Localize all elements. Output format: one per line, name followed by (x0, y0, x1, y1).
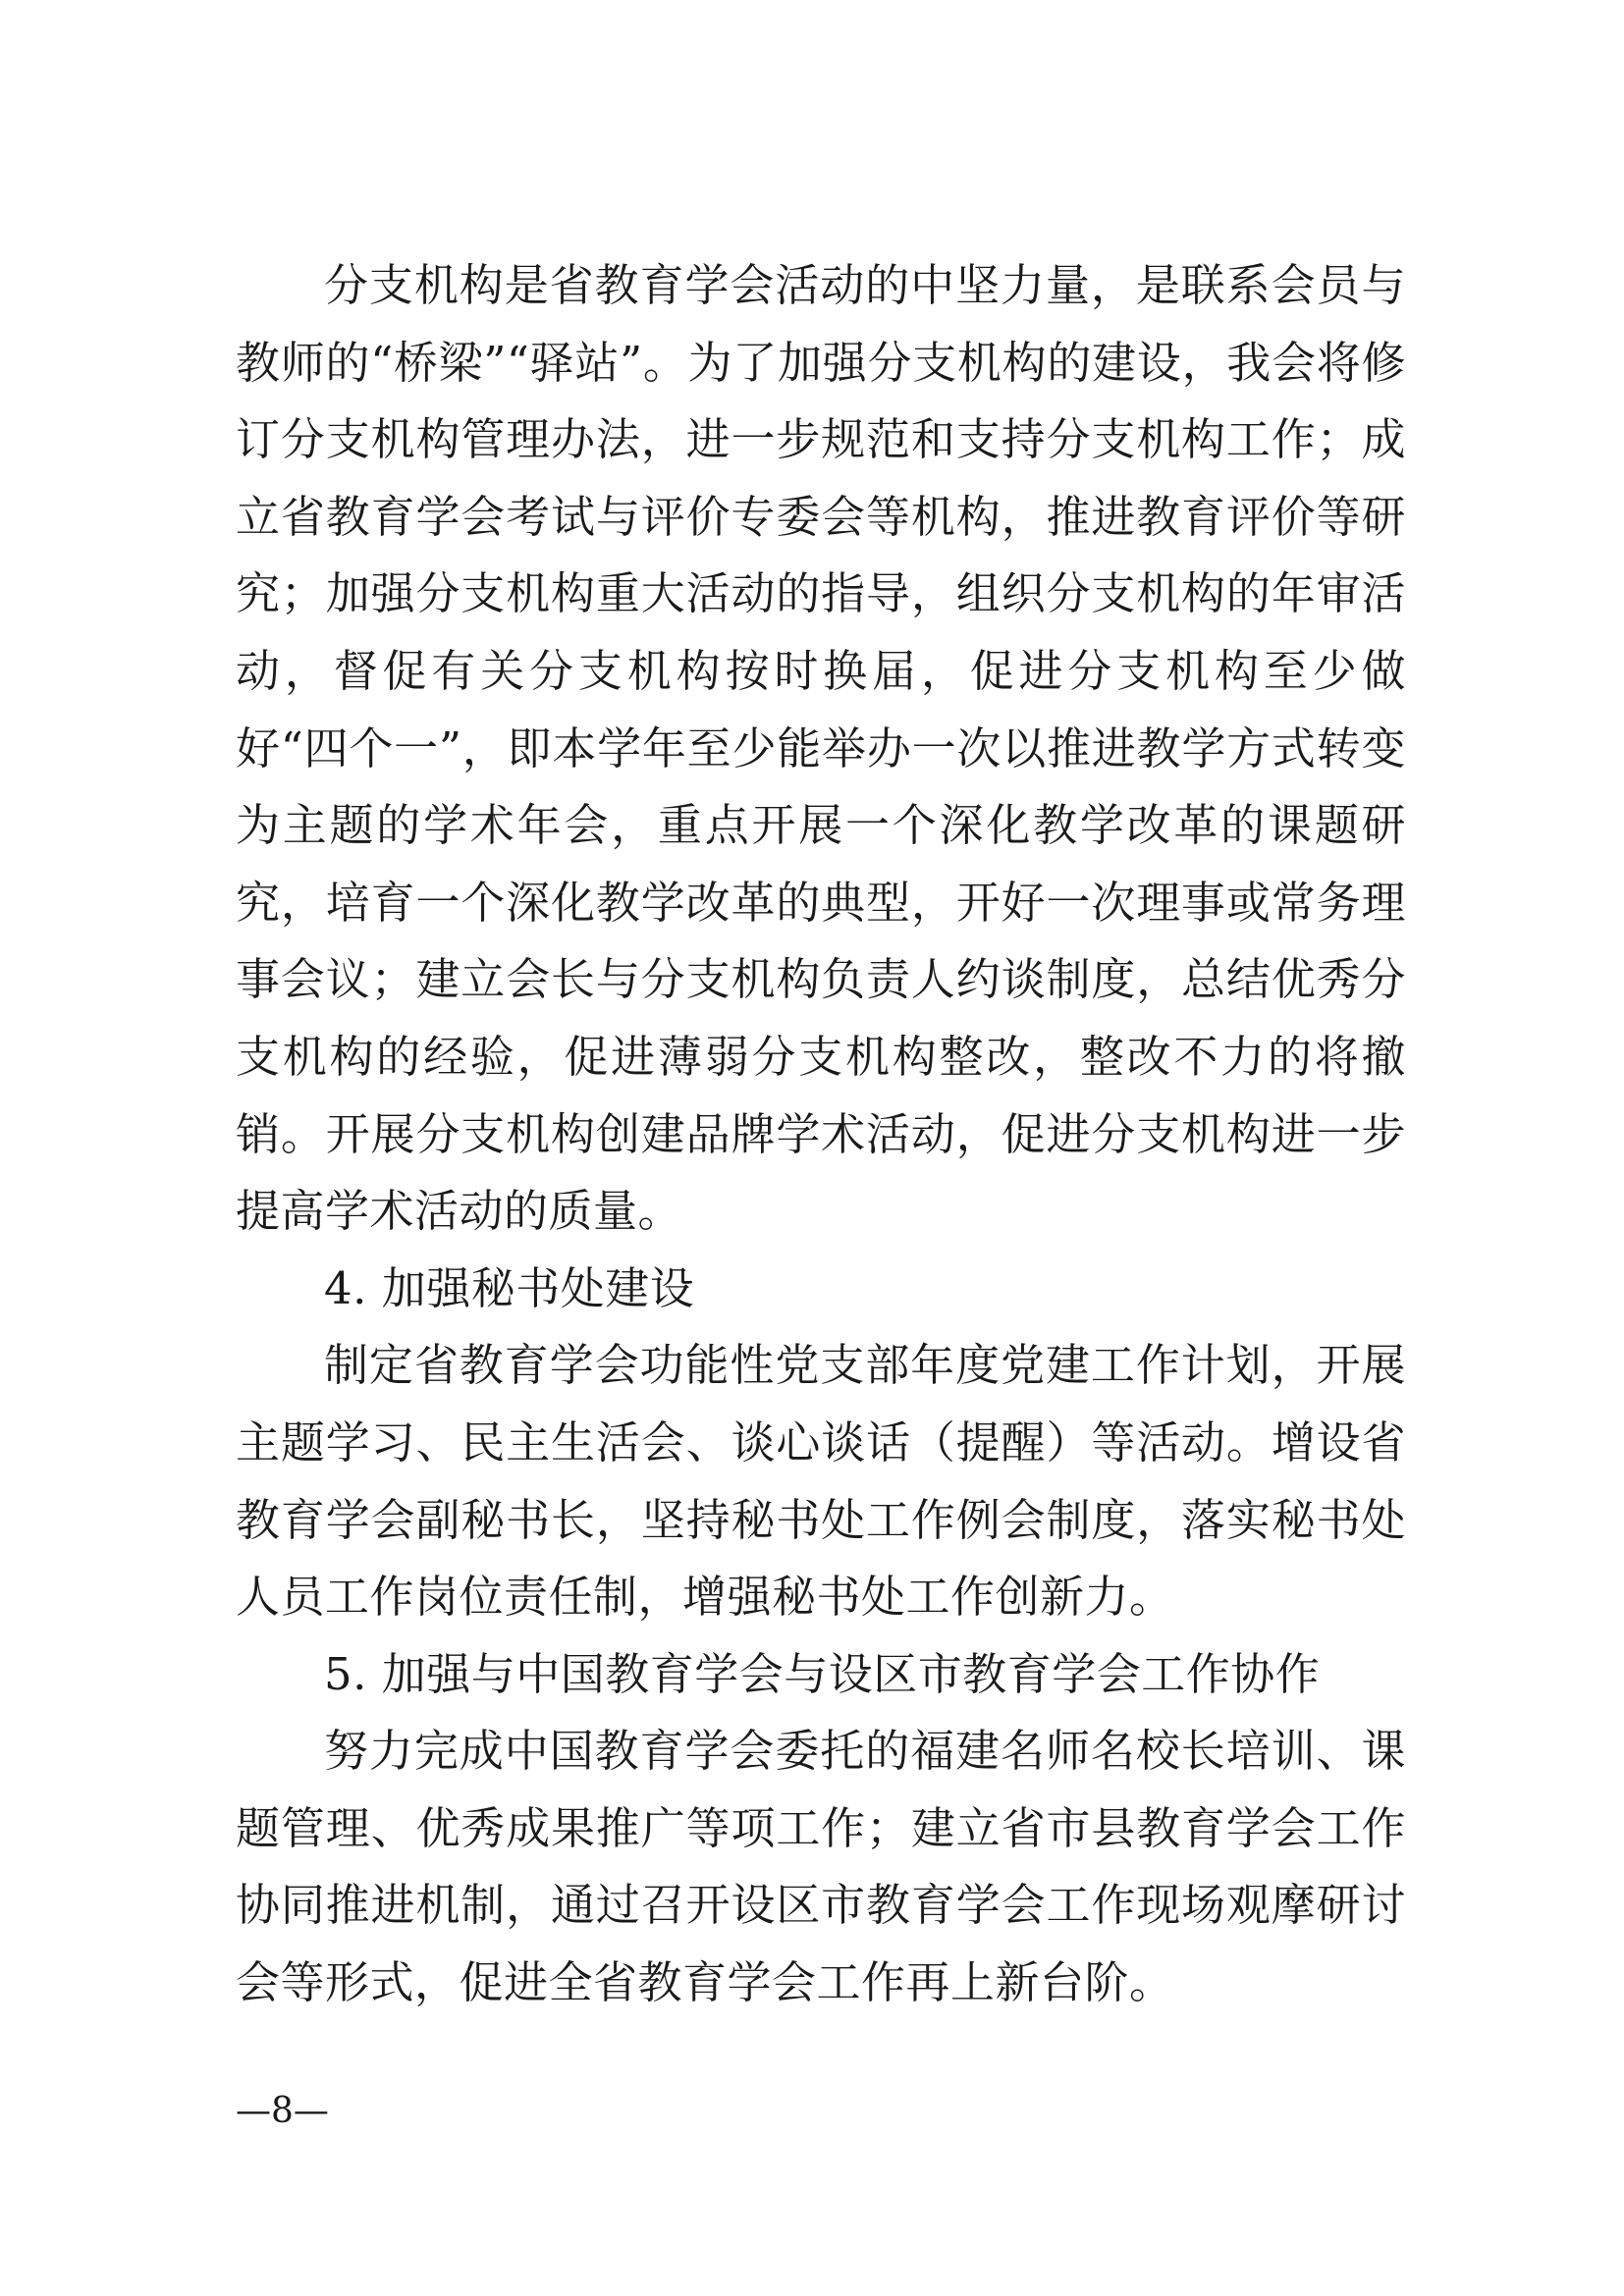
document-body (236, 247, 1406, 2022)
section-heading-secretariat: 4. 加强秘书处建设 (324, 1261, 695, 1314)
paragraph-cooperation: 努力完成中国教育学会委托的福建名师名校长培训、课题管理、优秀成果推广等项工作；建立省市县教育学会工作协同推进机制，通过召开设区市教育学会工作现场观摩研讨会等形式，促进全省教育学会工作再上新台阶。 (236, 1725, 1406, 2009)
paragraph-branch-institutions: 分支机构是省教育学会活动的中坚力量，是联系会员与教师的“桥梁”“驿站”。为了加强分支机构的建设，我会将修订分支机构管理办法，进一步规范和支持分支机构工作；成立省教育学会考试与评价专委会等机构，推进教育评价等研究；加强分支机构重大活动的指导，组织分支机构的年审活动，督促有关分支机构按时换届，促进分支机构至少做好“四个一”，即本学年至少能举办一次以推进教学方式转变为主题的学术年会，重点开展一个深化教学改革的课题研究，培育一个深化教学改革的典型，开好一次理事或常务理事会议；建立会长与分支机构负责人约谈制度，总结优秀分支机构的经验，促进薄弱分支机构整改，整改不力的将撤销。开展分支机构创建品牌学术活动，促进分支机构进一步提高学术活动的质量。 (236, 259, 1406, 1238)
paragraph-secretariat: 制定省教育学会功能性党支部年度党建工作计划，开展主题学习、民主生活会、谈心谈话（提醒）等活动。增设省教育学会副秘书长，坚持秘书处工作例会制度，落实秘书处人员工作岗位责任制，增强秘书处工作创新力。 (236, 1339, 1406, 1624)
page-number: —8— (236, 2091, 329, 2131)
section-heading-cooperation: 5. 加强与中国教育学会与设区市教育学会工作协作 (324, 1647, 1321, 1700)
